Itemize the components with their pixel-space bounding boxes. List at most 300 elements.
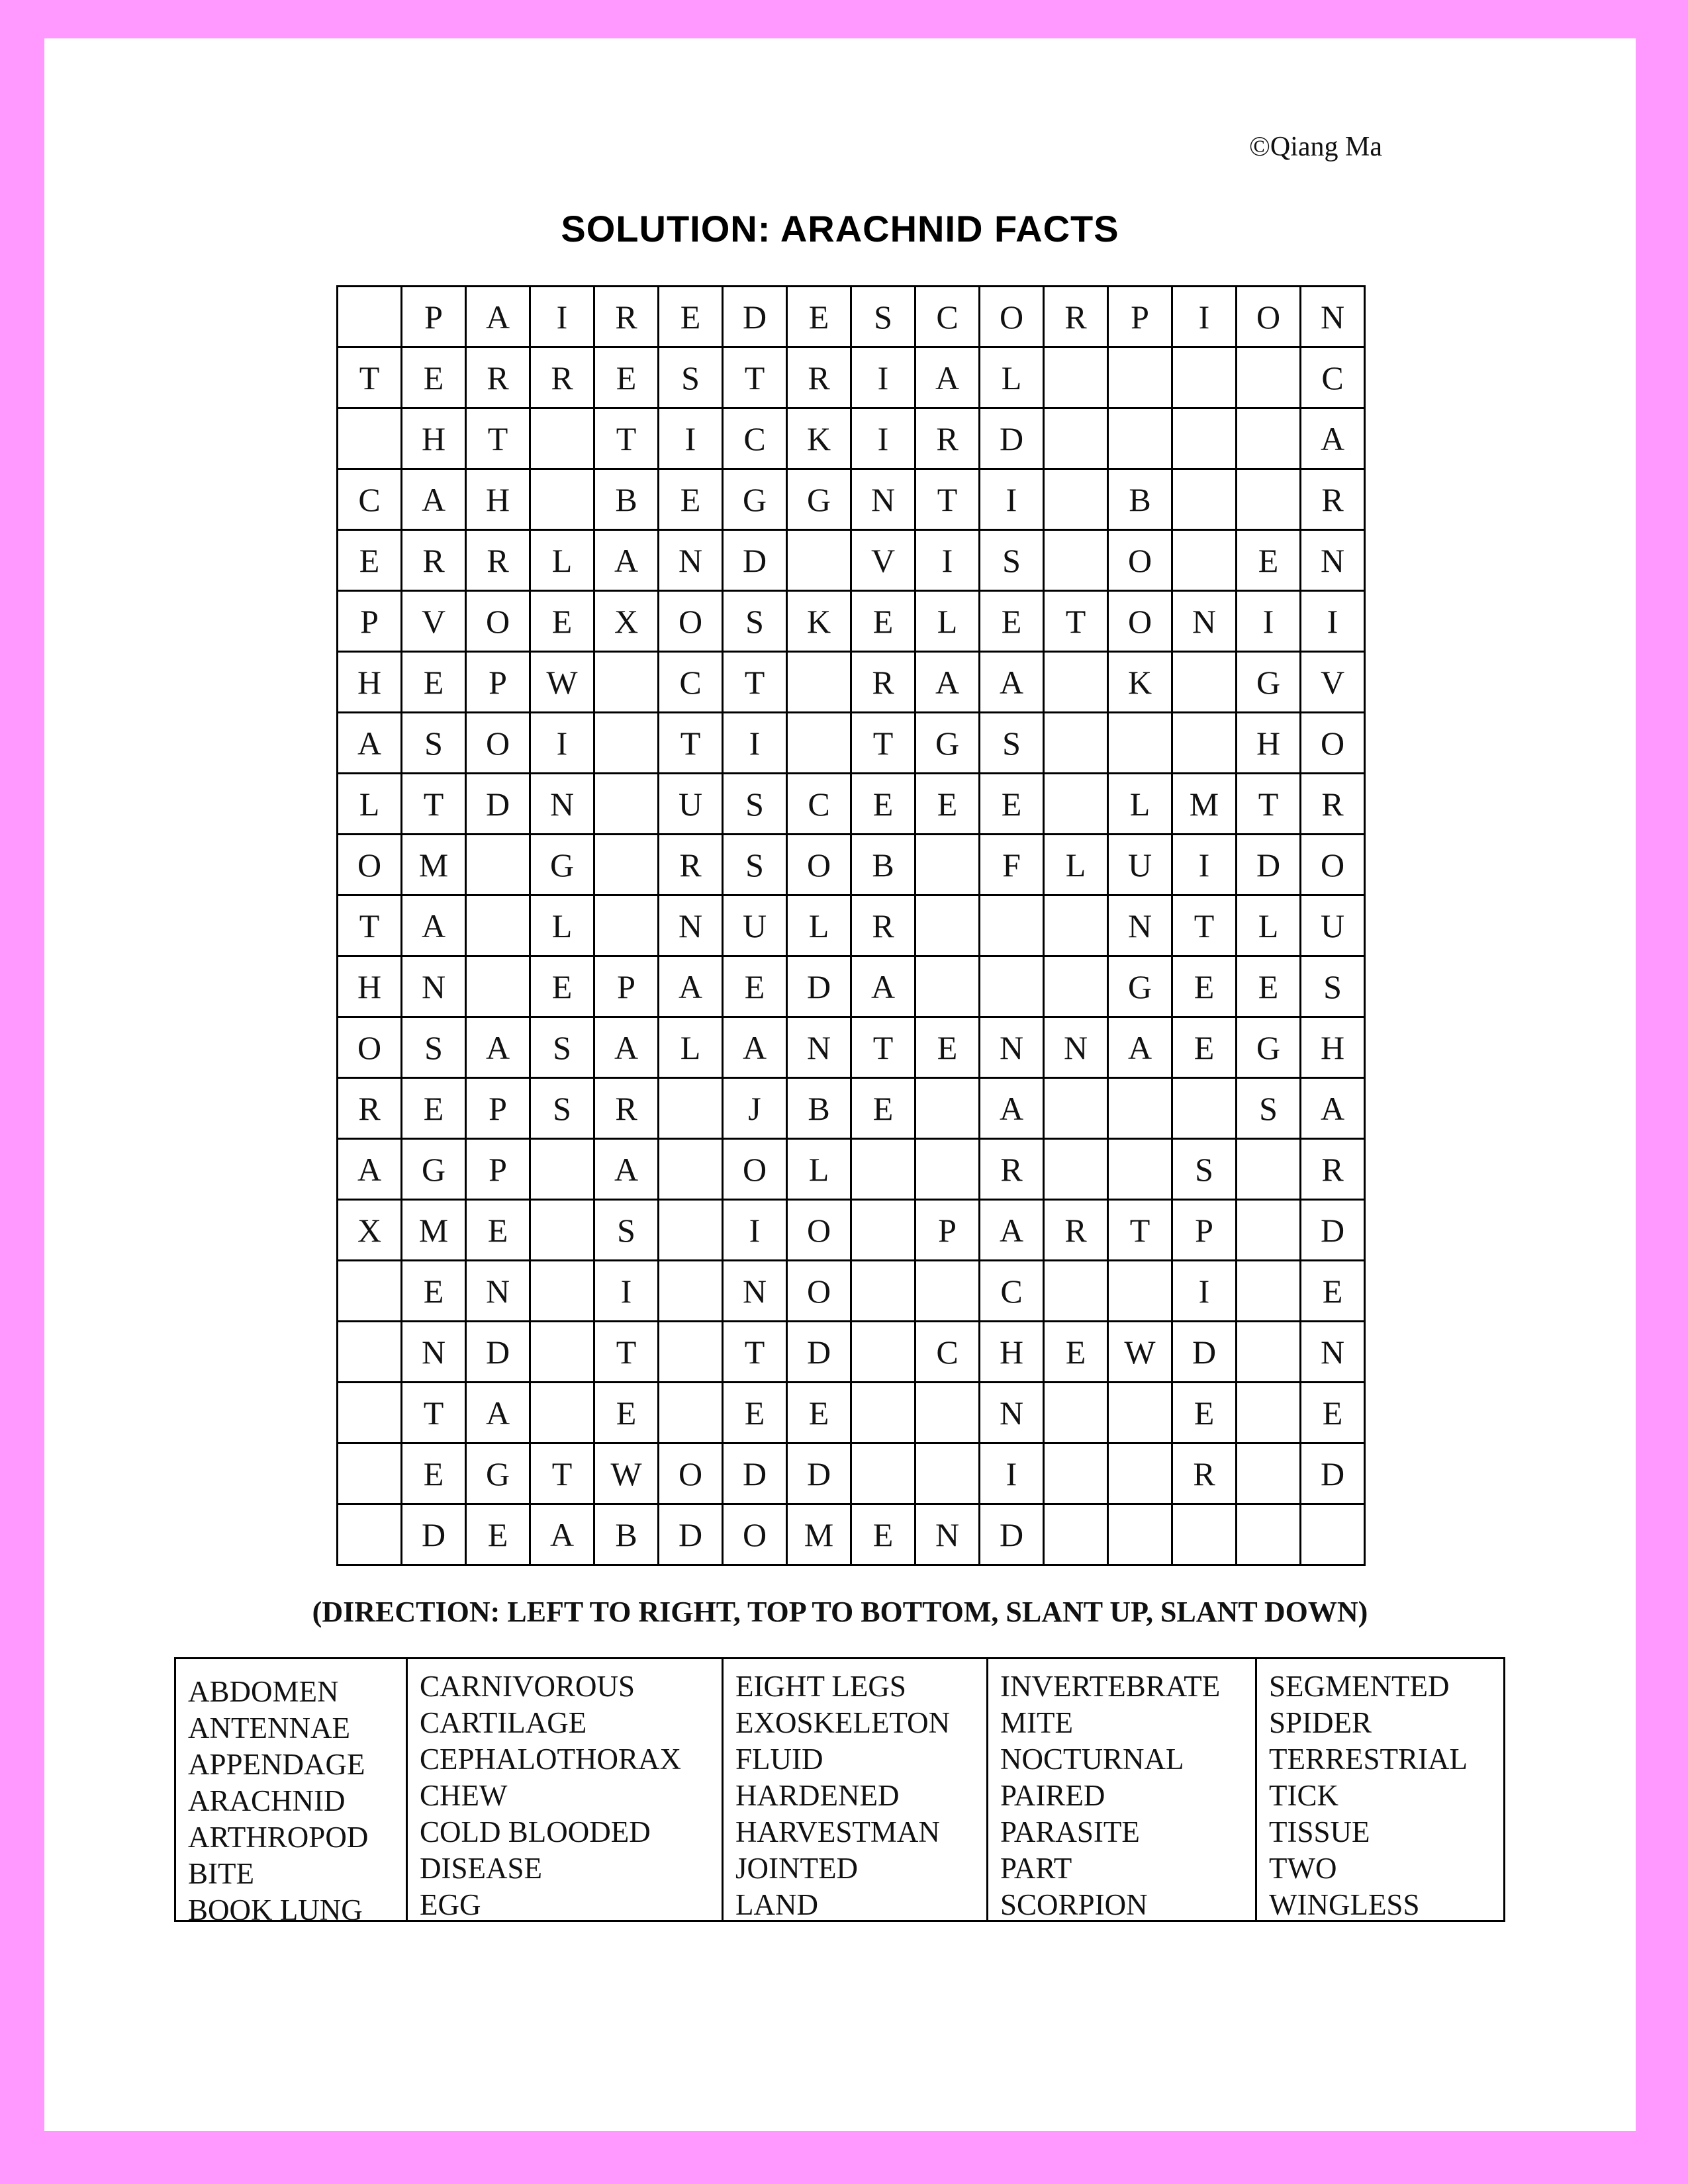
grid-row	[338, 408, 1365, 469]
grid-cell: S	[1172, 1139, 1237, 1200]
grid-cell: A	[915, 347, 980, 408]
grid-cell: O	[1108, 591, 1172, 652]
grid-cell: M	[402, 1200, 466, 1261]
grid-cell: E	[466, 1504, 530, 1565]
grid-cell: G	[530, 835, 594, 895]
grid-cell: I	[1301, 591, 1365, 652]
grid-cell	[915, 1139, 980, 1200]
grid-cell: M	[402, 835, 466, 895]
grid-cell	[1044, 1443, 1108, 1504]
grid-cell: I	[915, 530, 980, 591]
grid-cell: N	[1301, 1322, 1365, 1383]
grid-cell	[1108, 713, 1172, 774]
word-list-item: ABDOMEN	[188, 1675, 339, 1708]
grid-cell: P	[466, 1139, 530, 1200]
copyright-notice: ©Qiang Ma	[1249, 132, 1383, 162]
grid-cell: N	[466, 1261, 530, 1322]
grid-cell: N	[787, 1017, 851, 1078]
grid-cell	[1172, 347, 1237, 408]
grid-cell: G	[723, 469, 787, 530]
grid-cell	[787, 652, 851, 713]
grid-cell: E	[1044, 1322, 1108, 1383]
grid-cell: R	[1301, 774, 1365, 835]
grid-cell	[1301, 1504, 1365, 1565]
grid-cell: O	[1301, 713, 1365, 774]
grid-row	[338, 774, 1365, 835]
word-list-column	[408, 1659, 724, 1920]
grid-cell: S	[980, 713, 1044, 774]
grid-cell: E	[659, 287, 723, 347]
grid-cell: E	[402, 1261, 466, 1322]
grid-cell	[1044, 1139, 1108, 1200]
word-list-item: TICK	[1269, 1779, 1338, 1812]
word-list-item: EXOSKELETON	[735, 1706, 951, 1739]
grid-cell: I	[723, 713, 787, 774]
grid-cell: E	[980, 774, 1044, 835]
grid-cell: S	[594, 1200, 659, 1261]
grid-row	[338, 956, 1365, 1017]
grid-cell: S	[723, 591, 787, 652]
direction-note: (DIRECTION: LEFT TO RIGHT, TOP TO BOTTOM, SLANT UP, SLANT DOWN)	[312, 1596, 1368, 1628]
grid-cell	[1044, 1261, 1108, 1322]
grid-cell: D	[980, 408, 1044, 469]
grid-row	[338, 1504, 1365, 1565]
grid-cell: A	[466, 1383, 530, 1443]
grid-cell	[1044, 713, 1108, 774]
grid-cell: E	[402, 1078, 466, 1139]
grid-cell	[1237, 1383, 1301, 1443]
grid-cell: L	[1237, 895, 1301, 956]
grid-cell: H	[1301, 1017, 1365, 1078]
grid-cell: O	[466, 713, 530, 774]
grid-cell: R	[594, 1078, 659, 1139]
grid-cell: C	[787, 774, 851, 835]
grid-cell: O	[980, 287, 1044, 347]
grid-cell: T	[851, 1017, 915, 1078]
grid-cell: A	[980, 1200, 1044, 1261]
grid-cell: T	[659, 713, 723, 774]
grid-cell: T	[594, 1322, 659, 1383]
grid-cell: C	[915, 1322, 980, 1383]
grid-cell: A	[1108, 1017, 1172, 1078]
word-list-column	[1257, 1659, 1503, 1920]
grid-cell	[594, 835, 659, 895]
word-list-item: SCORPION	[1000, 1888, 1148, 1921]
grid-cell	[1044, 774, 1108, 835]
grid-row	[338, 1383, 1365, 1443]
grid-cell: N	[659, 530, 723, 591]
grid-row	[338, 713, 1365, 774]
grid-cell: C	[659, 652, 723, 713]
grid-cell: U	[723, 895, 787, 956]
grid-cell: I	[659, 408, 723, 469]
grid-cell	[1172, 1504, 1237, 1565]
grid-row	[338, 1139, 1365, 1200]
grid-cell: D	[980, 1504, 1044, 1565]
grid-row	[338, 530, 1365, 591]
word-list-item: HARVESTMAN	[735, 1815, 940, 1848]
grid-cell: E	[1237, 956, 1301, 1017]
grid-cell	[915, 1443, 980, 1504]
grid-cell: L	[915, 591, 980, 652]
grid-row	[338, 835, 1365, 895]
grid-cell	[1237, 408, 1301, 469]
word-list-item: JOINTED	[735, 1852, 858, 1885]
grid-cell: T	[466, 408, 530, 469]
grid-cell	[1108, 1504, 1172, 1565]
grid-cell: N	[851, 469, 915, 530]
grid-cell: T	[723, 652, 787, 713]
grid-cell: C	[915, 287, 980, 347]
grid-cell: E	[787, 287, 851, 347]
grid-cell: R	[980, 1139, 1044, 1200]
grid-cell: P	[466, 652, 530, 713]
grid-cell: L	[787, 895, 851, 956]
grid-cell: C	[980, 1261, 1044, 1322]
grid-cell: O	[787, 1200, 851, 1261]
grid-cell: N	[1172, 591, 1237, 652]
word-list-box	[174, 1657, 1505, 1927]
grid-cell: O	[1301, 835, 1365, 895]
grid-cell	[1108, 1383, 1172, 1443]
grid-cell: J	[723, 1078, 787, 1139]
word-list-column	[724, 1659, 988, 1920]
grid-row	[338, 469, 1365, 530]
grid-cell: N	[1044, 1017, 1108, 1078]
grid-cell	[1044, 469, 1108, 530]
grid-cell	[338, 408, 402, 469]
grid-cell	[1044, 347, 1108, 408]
grid-cell: R	[915, 408, 980, 469]
grid-row	[338, 1200, 1365, 1261]
grid-cell: A	[980, 652, 1044, 713]
grid-cell: F	[980, 835, 1044, 895]
grid-cell: I	[980, 469, 1044, 530]
grid-cell: T	[530, 1443, 594, 1504]
word-list-item: CARNIVOROUS	[420, 1670, 635, 1703]
grid-cell: R	[851, 652, 915, 713]
grid-row	[338, 1261, 1365, 1322]
grid-cell: C	[1301, 347, 1365, 408]
grid-cell: S	[530, 1078, 594, 1139]
grid-cell	[530, 1322, 594, 1383]
grid-cell: N	[915, 1504, 980, 1565]
grid-cell: V	[402, 591, 466, 652]
grid-cell: D	[466, 774, 530, 835]
grid-cell: D	[787, 1322, 851, 1383]
grid-cell	[659, 1261, 723, 1322]
grid-cell	[1108, 408, 1172, 469]
grid-cell: T	[1172, 895, 1237, 956]
grid-cell	[1108, 1443, 1172, 1504]
grid-cell: L	[530, 895, 594, 956]
grid-cell	[1044, 1504, 1108, 1565]
grid-cell: I	[723, 1200, 787, 1261]
grid-cell	[787, 713, 851, 774]
word-list-item: NOCTURNAL	[1000, 1743, 1184, 1776]
grid-cell	[1044, 1078, 1108, 1139]
grid-cell: E	[402, 652, 466, 713]
grid-cell: E	[851, 1504, 915, 1565]
grid-cell	[659, 1322, 723, 1383]
grid-cell: I	[1237, 591, 1301, 652]
grid-cell: E	[594, 347, 659, 408]
grid-cell: G	[466, 1443, 530, 1504]
grid-cell: N	[1108, 895, 1172, 956]
grid-cell: T	[723, 1322, 787, 1383]
grid-cell: L	[659, 1017, 723, 1078]
grid-cell: A	[530, 1504, 594, 1565]
grid-cell: N	[1301, 287, 1365, 347]
grid-cell	[1108, 1078, 1172, 1139]
grid-cell	[915, 956, 980, 1017]
grid-cell	[1237, 1261, 1301, 1322]
grid-cell: A	[723, 1017, 787, 1078]
word-list-item: HARDENED	[735, 1779, 900, 1812]
grid-cell	[915, 835, 980, 895]
grid-cell: V	[851, 530, 915, 591]
grid-cell: A	[466, 287, 530, 347]
grid-cell: E	[1301, 1261, 1365, 1322]
grid-cell: A	[1301, 1078, 1365, 1139]
grid-cell: W	[594, 1443, 659, 1504]
grid-cell	[659, 1383, 723, 1443]
word-list-item: ARACHNID	[188, 1784, 346, 1817]
grid-cell: T	[1044, 591, 1108, 652]
grid-cell	[466, 835, 530, 895]
grid-cell: D	[1172, 1322, 1237, 1383]
grid-cell	[1172, 652, 1237, 713]
grid-cell: E	[338, 530, 402, 591]
grid-cell: E	[851, 591, 915, 652]
grid-cell: D	[1301, 1200, 1365, 1261]
grid-cell: D	[1301, 1443, 1365, 1504]
grid-cell: P	[402, 287, 466, 347]
grid-cell: E	[1172, 956, 1237, 1017]
grid-cell: D	[723, 287, 787, 347]
grid-cell: A	[980, 1078, 1044, 1139]
grid-cell: L	[338, 774, 402, 835]
grid-cell	[659, 1139, 723, 1200]
word-list-item: WINGLESS	[1269, 1888, 1420, 1921]
grid-cell: C	[723, 408, 787, 469]
grid-cell: S	[402, 713, 466, 774]
grid-cell	[1237, 347, 1301, 408]
grid-cell	[594, 895, 659, 956]
grid-cell	[1237, 1322, 1301, 1383]
grid-cell: A	[659, 956, 723, 1017]
grid-cell	[466, 895, 530, 956]
word-list-item: PART	[1000, 1852, 1072, 1885]
grid-cell: E	[787, 1383, 851, 1443]
grid-cell	[851, 1443, 915, 1504]
grid-cell: A	[1301, 408, 1365, 469]
grid-row	[338, 1078, 1365, 1139]
grid-cell: P	[466, 1078, 530, 1139]
grid-cell: E	[1237, 530, 1301, 591]
grid-cell: I	[530, 713, 594, 774]
grid-cell: L	[1044, 835, 1108, 895]
grid-cell: B	[1108, 469, 1172, 530]
word-list-item: EIGHT LEGS	[735, 1670, 906, 1703]
grid-cell: R	[1044, 1200, 1108, 1261]
grid-cell: T	[723, 347, 787, 408]
grid-cell: O	[338, 1017, 402, 1078]
grid-cell: S	[1237, 1078, 1301, 1139]
grid-cell: T	[915, 469, 980, 530]
grid-cell: E	[1172, 1383, 1237, 1443]
grid-cell: L	[530, 530, 594, 591]
grid-cell: T	[1108, 1200, 1172, 1261]
grid-cell: S	[1301, 956, 1365, 1017]
grid-cell	[1172, 408, 1237, 469]
grid-cell: E	[723, 1383, 787, 1443]
grid-row	[338, 287, 1365, 347]
word-list-item: CHEW	[420, 1779, 508, 1812]
grid-cell: A	[851, 956, 915, 1017]
grid-cell: I	[594, 1261, 659, 1322]
grid-cell: S	[723, 835, 787, 895]
grid-cell: R	[1301, 1139, 1365, 1200]
grid-cell: N	[659, 895, 723, 956]
grid-cell: A	[402, 895, 466, 956]
grid-cell: B	[594, 1504, 659, 1565]
grid-cell: D	[723, 530, 787, 591]
worksheet-page	[44, 38, 1636, 2131]
grid-cell: A	[594, 1017, 659, 1078]
grid-cell	[659, 1200, 723, 1261]
grid-cell	[594, 652, 659, 713]
grid-cell	[1044, 1383, 1108, 1443]
grid-cell: N	[530, 774, 594, 835]
grid-cell	[338, 1504, 402, 1565]
grid-cell	[1108, 1261, 1172, 1322]
grid-cell	[594, 713, 659, 774]
grid-cell	[980, 956, 1044, 1017]
grid-cell: R	[594, 287, 659, 347]
grid-cell: O	[787, 1261, 851, 1322]
grid-cell: E	[851, 1078, 915, 1139]
grid-cell	[1044, 895, 1108, 956]
grid-cell	[1237, 1200, 1301, 1261]
grid-cell: N	[723, 1261, 787, 1322]
grid-cell: E	[723, 956, 787, 1017]
grid-cell: D	[787, 1443, 851, 1504]
grid-cell: H	[338, 652, 402, 713]
grid-cell: O	[1237, 287, 1301, 347]
word-list-item: MITE	[1000, 1706, 1073, 1739]
grid-cell: N	[402, 1322, 466, 1383]
grid-cell: A	[338, 1139, 402, 1200]
grid-cell: E	[915, 774, 980, 835]
grid-cell: R	[851, 895, 915, 956]
grid-cell: L	[787, 1139, 851, 1200]
grid-cell	[530, 1200, 594, 1261]
grid-cell: E	[851, 774, 915, 835]
grid-cell: D	[1237, 835, 1301, 895]
grid-cell: E	[530, 956, 594, 1017]
grid-cell	[1172, 1078, 1237, 1139]
grid-cell: D	[402, 1504, 466, 1565]
grid-cell: T	[851, 713, 915, 774]
grid-cell	[1044, 408, 1108, 469]
grid-cell: S	[980, 530, 1044, 591]
grid-cell	[851, 1139, 915, 1200]
grid-cell: H	[466, 469, 530, 530]
grid-cell: R	[1172, 1443, 1237, 1504]
grid-cell	[1108, 1139, 1172, 1200]
grid-cell: O	[338, 835, 402, 895]
word-list-item: INVERTEBRATE	[1000, 1670, 1221, 1703]
word-list-item: ANTENNAE	[188, 1711, 350, 1745]
grid-cell: N	[980, 1383, 1044, 1443]
grid-cell: O	[1108, 530, 1172, 591]
grid-cell: D	[659, 1504, 723, 1565]
grid-cell: I	[530, 287, 594, 347]
grid-cell: I	[1172, 287, 1237, 347]
word-list-item: BITE	[188, 1857, 254, 1890]
grid-row	[338, 1322, 1365, 1383]
grid-cell: R	[659, 835, 723, 895]
grid-cell: E	[915, 1017, 980, 1078]
grid-cell: R	[1301, 469, 1365, 530]
word-list-item: COLD BLOODED	[420, 1815, 651, 1848]
grid-cell: G	[1108, 956, 1172, 1017]
grid-cell: D	[466, 1322, 530, 1383]
word-list-item: SEGMENTED	[1269, 1670, 1450, 1703]
word-list-item: DISEASE	[420, 1852, 543, 1885]
grid-cell	[1044, 652, 1108, 713]
grid-cell: W	[530, 652, 594, 713]
word-list-item: CEPHALOTHORAX	[420, 1743, 682, 1776]
word-list-item: EGG	[420, 1888, 481, 1921]
grid-cell	[980, 895, 1044, 956]
grid-cell: N	[1301, 530, 1365, 591]
grid-cell: K	[787, 591, 851, 652]
grid-cell: U	[1301, 895, 1365, 956]
grid-cell: R	[466, 530, 530, 591]
grid-cell: E	[402, 1443, 466, 1504]
grid-cell: E	[402, 347, 466, 408]
grid-cell: E	[594, 1383, 659, 1443]
grid-cell: X	[338, 1200, 402, 1261]
grid-cell: W	[1108, 1322, 1172, 1383]
grid-cell: R	[402, 530, 466, 591]
word-list-item: PARASITE	[1000, 1815, 1140, 1848]
grid-cell: I	[851, 347, 915, 408]
grid-cell	[1108, 347, 1172, 408]
grid-cell: A	[338, 713, 402, 774]
grid-cell: C	[338, 469, 402, 530]
grid-cell	[1237, 1443, 1301, 1504]
grid-cell: R	[466, 347, 530, 408]
grid-cell	[530, 469, 594, 530]
grid-cell: O	[723, 1139, 787, 1200]
grid-cell: R	[1044, 287, 1108, 347]
grid-cell	[1044, 530, 1108, 591]
grid-cell	[915, 1383, 980, 1443]
grid-cell	[659, 1078, 723, 1139]
grid-cell	[1172, 469, 1237, 530]
word-list-column	[988, 1659, 1257, 1920]
grid-cell	[915, 1261, 980, 1322]
grid-cell: I	[851, 408, 915, 469]
grid-cell: E	[466, 1200, 530, 1261]
grid-cell: G	[787, 469, 851, 530]
grid-cell: S	[851, 287, 915, 347]
word-list-item: ARTHROPOD	[188, 1821, 369, 1854]
word-list-item: TWO	[1269, 1852, 1337, 1885]
